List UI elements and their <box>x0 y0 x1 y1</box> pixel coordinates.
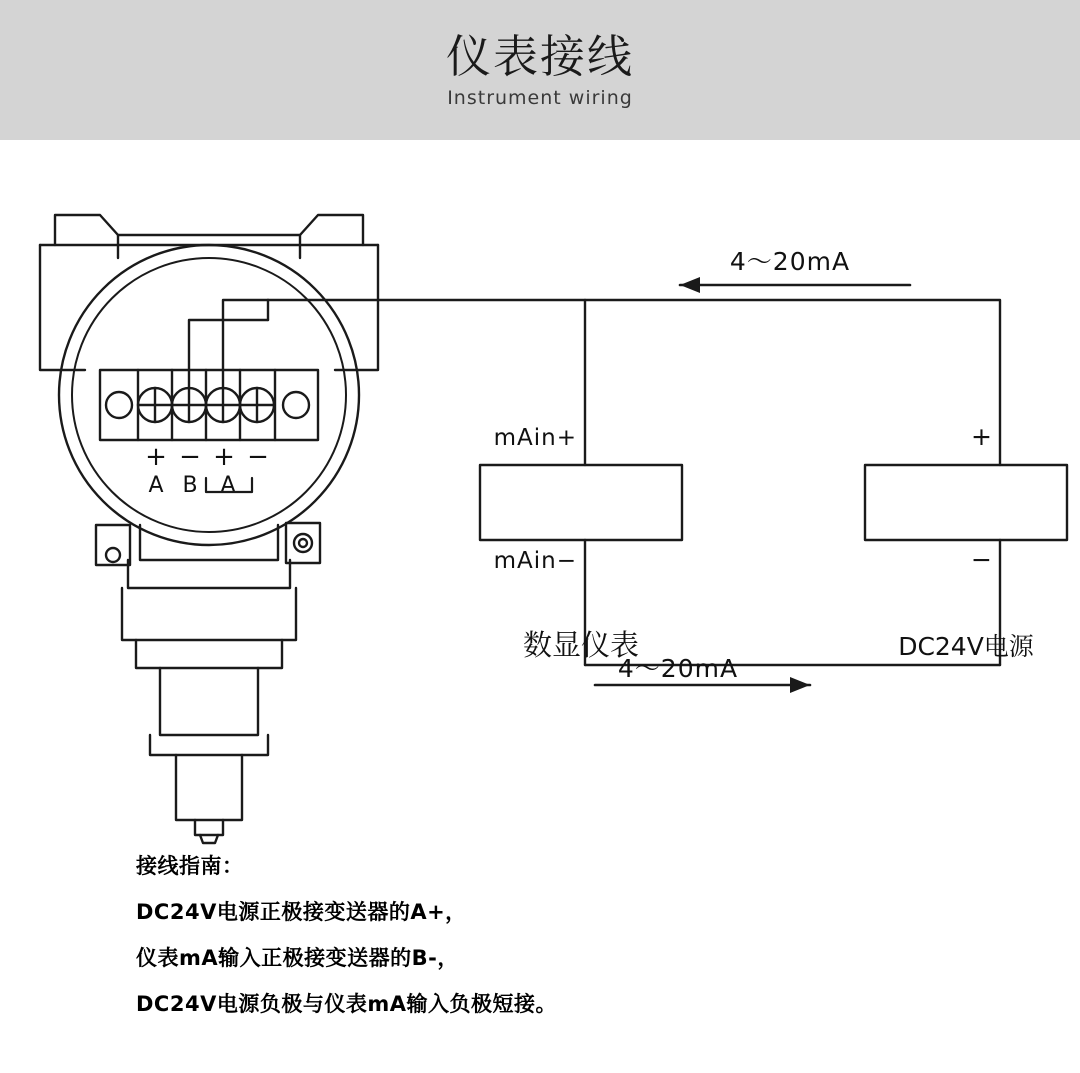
meter-box <box>480 465 682 540</box>
page-header <box>0 0 1080 140</box>
transmitter-device <box>40 215 378 843</box>
circuit-wiring <box>378 300 1000 665</box>
terminal-label-b: B <box>182 473 198 498</box>
wiring-note-line-1: DC24V电源正极接变送器的A+， <box>136 900 467 924</box>
page-title: 仪表接线 <box>445 30 634 84</box>
terminal-sign-4: − <box>247 442 269 472</box>
wiring-diagram-svg <box>0 140 1080 860</box>
power-negative-terminal-label: − <box>971 545 992 574</box>
power-box <box>865 465 1067 540</box>
meter-box-label: 数显仪表 <box>522 628 639 662</box>
terminal-sign-2: − <box>179 442 201 472</box>
wiring-note-line-2: 仪表mA输入正极接变送器的B-， <box>136 946 459 970</box>
meter-positive-terminal-label: mAin+ <box>493 425 577 451</box>
power-box-label: DC24V电源 <box>898 632 1034 661</box>
wiring-notes <box>136 850 936 1034</box>
terminal-label-a: A <box>148 473 164 498</box>
current-label-top: 4～20mA <box>729 247 851 276</box>
wiring-note-line-3: DC24V电源负极与仪表mA输入负极短接。 <box>136 992 557 1016</box>
wiring-notes-title: 接线指南： <box>136 854 244 878</box>
power-positive-terminal-label: + <box>971 422 992 451</box>
wiring-diagram <box>0 140 1080 860</box>
page-subtitle: Instrument wiring <box>447 86 633 109</box>
terminal-sign-1: + <box>145 442 167 472</box>
terminal-label-a2: A <box>220 473 236 498</box>
current-label-bottom: 4～20mA <box>617 654 739 683</box>
meter-negative-terminal-label: mAin− <box>493 548 577 574</box>
terminal-sign-3: + <box>213 442 235 472</box>
